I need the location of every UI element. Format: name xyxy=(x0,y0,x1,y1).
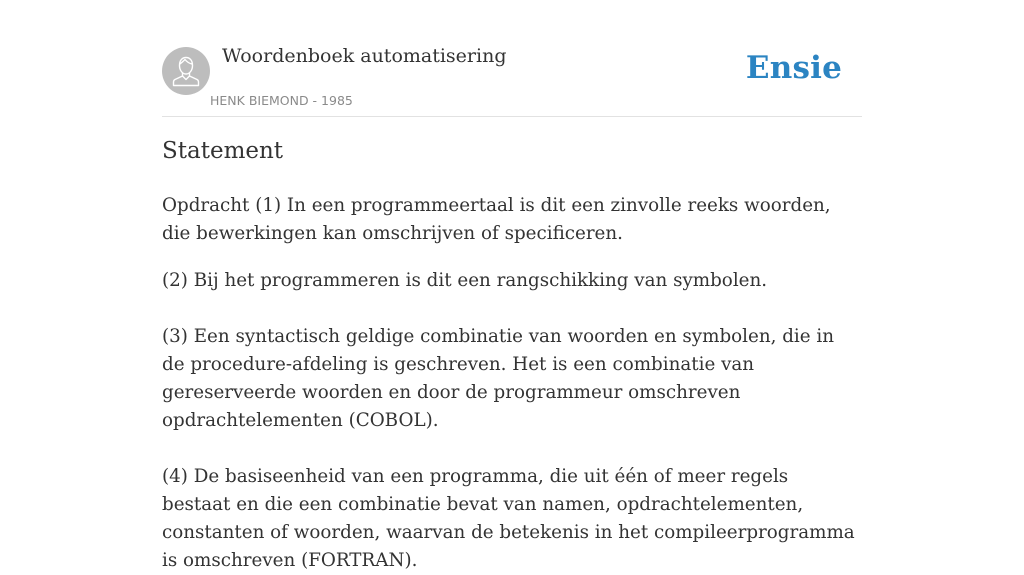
definition-paragraph: (2) Bij het programmeren is dit een rangschikking van symbolen. xyxy=(162,270,768,291)
author-avatar xyxy=(162,47,210,95)
header xyxy=(162,40,862,117)
definition-paragraph: (4) De basiseenheid van een programma, die uit één of meer regels bestaat en die een combinatie bevat van namen, opdrachtelementen, constanten of woorden, waarvan de betekenis in het compileerprogramma is omschreven (FORTRAN). xyxy=(162,466,855,571)
entry-title: Statement xyxy=(162,138,284,164)
author-byline[interactable]: HENK BIEMOND - 1985 xyxy=(210,93,353,108)
ensie-logo[interactable]: Ensie xyxy=(745,50,842,86)
definition-paragraph: (3) Een syntactisch geldige combinatie van woorden en symbolen, die in de procedure-afdeling is geschreven. Het is een combinatie van gereserveerde woorden en door de programmeur omschreven opdrachtelementen (COBOL). xyxy=(162,326,835,431)
book-title[interactable]: Woordenboek automatisering xyxy=(222,45,507,67)
user-silhouette-icon xyxy=(162,47,210,95)
definition-paragraph: Opdracht (1) In een programmeertaal is dit een zinvolle reeks woorden, die bewerkingen kan omschrijven of specificeren. xyxy=(162,195,831,244)
entry-content xyxy=(162,192,862,575)
